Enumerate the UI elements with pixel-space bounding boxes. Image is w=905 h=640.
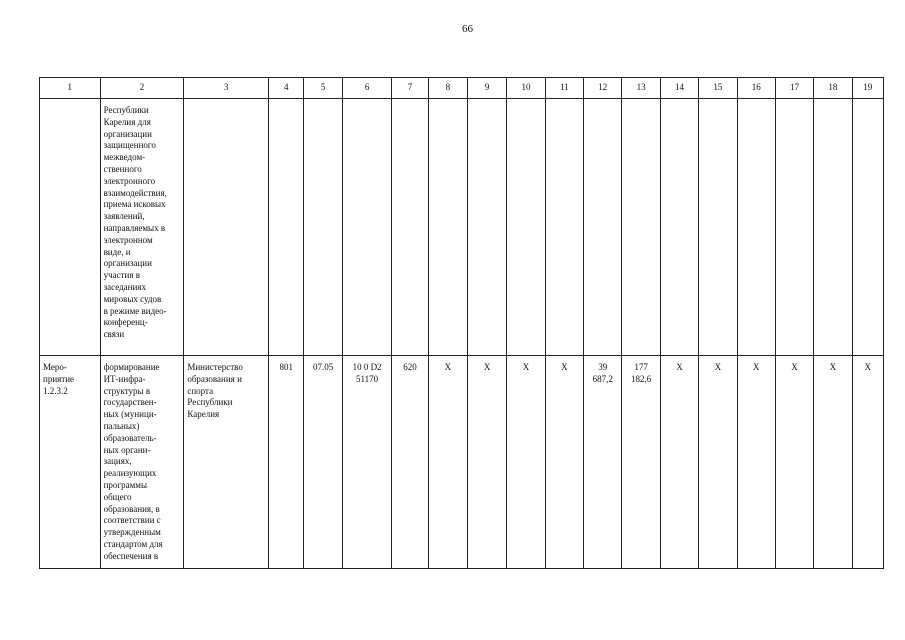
column-header: 6 [342,78,391,99]
table-cell [737,356,775,569]
table-cell [100,356,184,569]
expense-type-code: 620 [403,362,417,372]
column-header: 5 [304,78,342,99]
column-header: 13 [622,78,660,99]
table-cell [699,356,737,569]
column-header: 19 [852,78,883,99]
measure-description: Республики Карелия для организации защищенного межведом- ственного электронного взаимодействия, приема исковых заявлений, направляемых в электронном виде, и организации участия в заседаниях мировых судов в режиме видео- конференц- связи [103,105,167,340]
table-cell [584,356,622,569]
table-cell [775,356,813,569]
table-cell [269,99,304,356]
value-cell: X [864,362,872,372]
table-cell [40,356,101,569]
table-cell [428,99,467,356]
value-cell: X [752,362,760,372]
table-cell [775,99,813,356]
table-cell [342,356,391,569]
value-cell: X [714,362,722,372]
section-code: 07.05 [313,362,334,372]
table-cell [392,356,428,569]
table-cell [852,356,883,569]
column-header: 1 [40,78,101,99]
column-header: 8 [428,78,467,99]
table-cell [468,99,507,356]
table-cell [814,99,852,356]
column-header: 16 [737,78,775,99]
value-cell: X [522,362,530,372]
table-cell [100,99,184,356]
table-cell [342,99,391,356]
column-header: 10 [507,78,545,99]
executor: Министерство образования и спорта Республики Карелия [187,362,243,420]
table-cell [814,356,852,569]
table-cell [269,356,304,569]
value-cell: X [561,362,568,372]
value-cell: 177 182,6 [630,362,652,384]
table-cell [852,99,883,356]
table-cell [660,99,698,356]
table-cell [468,356,507,569]
table-cell [184,99,269,356]
table-cell [507,356,545,569]
grbs-code: 801 [279,362,294,372]
table-cell [392,99,428,356]
target-article-code: 10 0 D2 51170 [352,362,382,384]
table-cell [545,99,583,356]
table-cell [622,356,660,569]
table-header-row [40,78,884,99]
table-cell [622,99,660,356]
table-cell [699,99,737,356]
table-cell [304,356,342,569]
column-header: 12 [584,78,622,99]
budget-table [39,77,884,569]
table-cell [184,356,269,569]
value-cell: X [829,362,837,372]
value-cell: X [444,362,452,372]
column-header: 15 [699,78,737,99]
table-cell [737,99,775,356]
column-header: 14 [660,78,698,99]
column-header: 3 [184,78,269,99]
column-header: 4 [269,78,304,99]
table-cell [660,356,698,569]
page-number: 66 [462,23,473,35]
column-header: 11 [545,78,583,99]
table-cell [428,356,467,569]
value-cell: X [483,362,491,372]
column-header: 18 [814,78,852,99]
column-header: 17 [775,78,813,99]
value-cell: X [791,362,798,372]
table-cell [584,99,622,356]
measure-id: Меро- приятие 1.2.3.2 [43,362,75,396]
table-cell [304,99,342,356]
table-cell [507,99,545,356]
column-header: 9 [468,78,507,99]
table-row [40,356,884,569]
table-row [40,99,884,356]
measure-description: формирование ИТ-инфра- структуры в государствен- ных (муници- пальных) образователь- ных органи- зациях, реализующих программы общего образования, в соответствии с утвержденным стандартом для обеспечения в [103,362,163,561]
column-header: 2 [100,78,184,99]
table-cell [545,356,583,569]
column-header: 7 [392,78,428,99]
table-cell [40,99,101,356]
value-cell: X [676,362,683,372]
value-cell: 39 687,2 [592,362,613,384]
